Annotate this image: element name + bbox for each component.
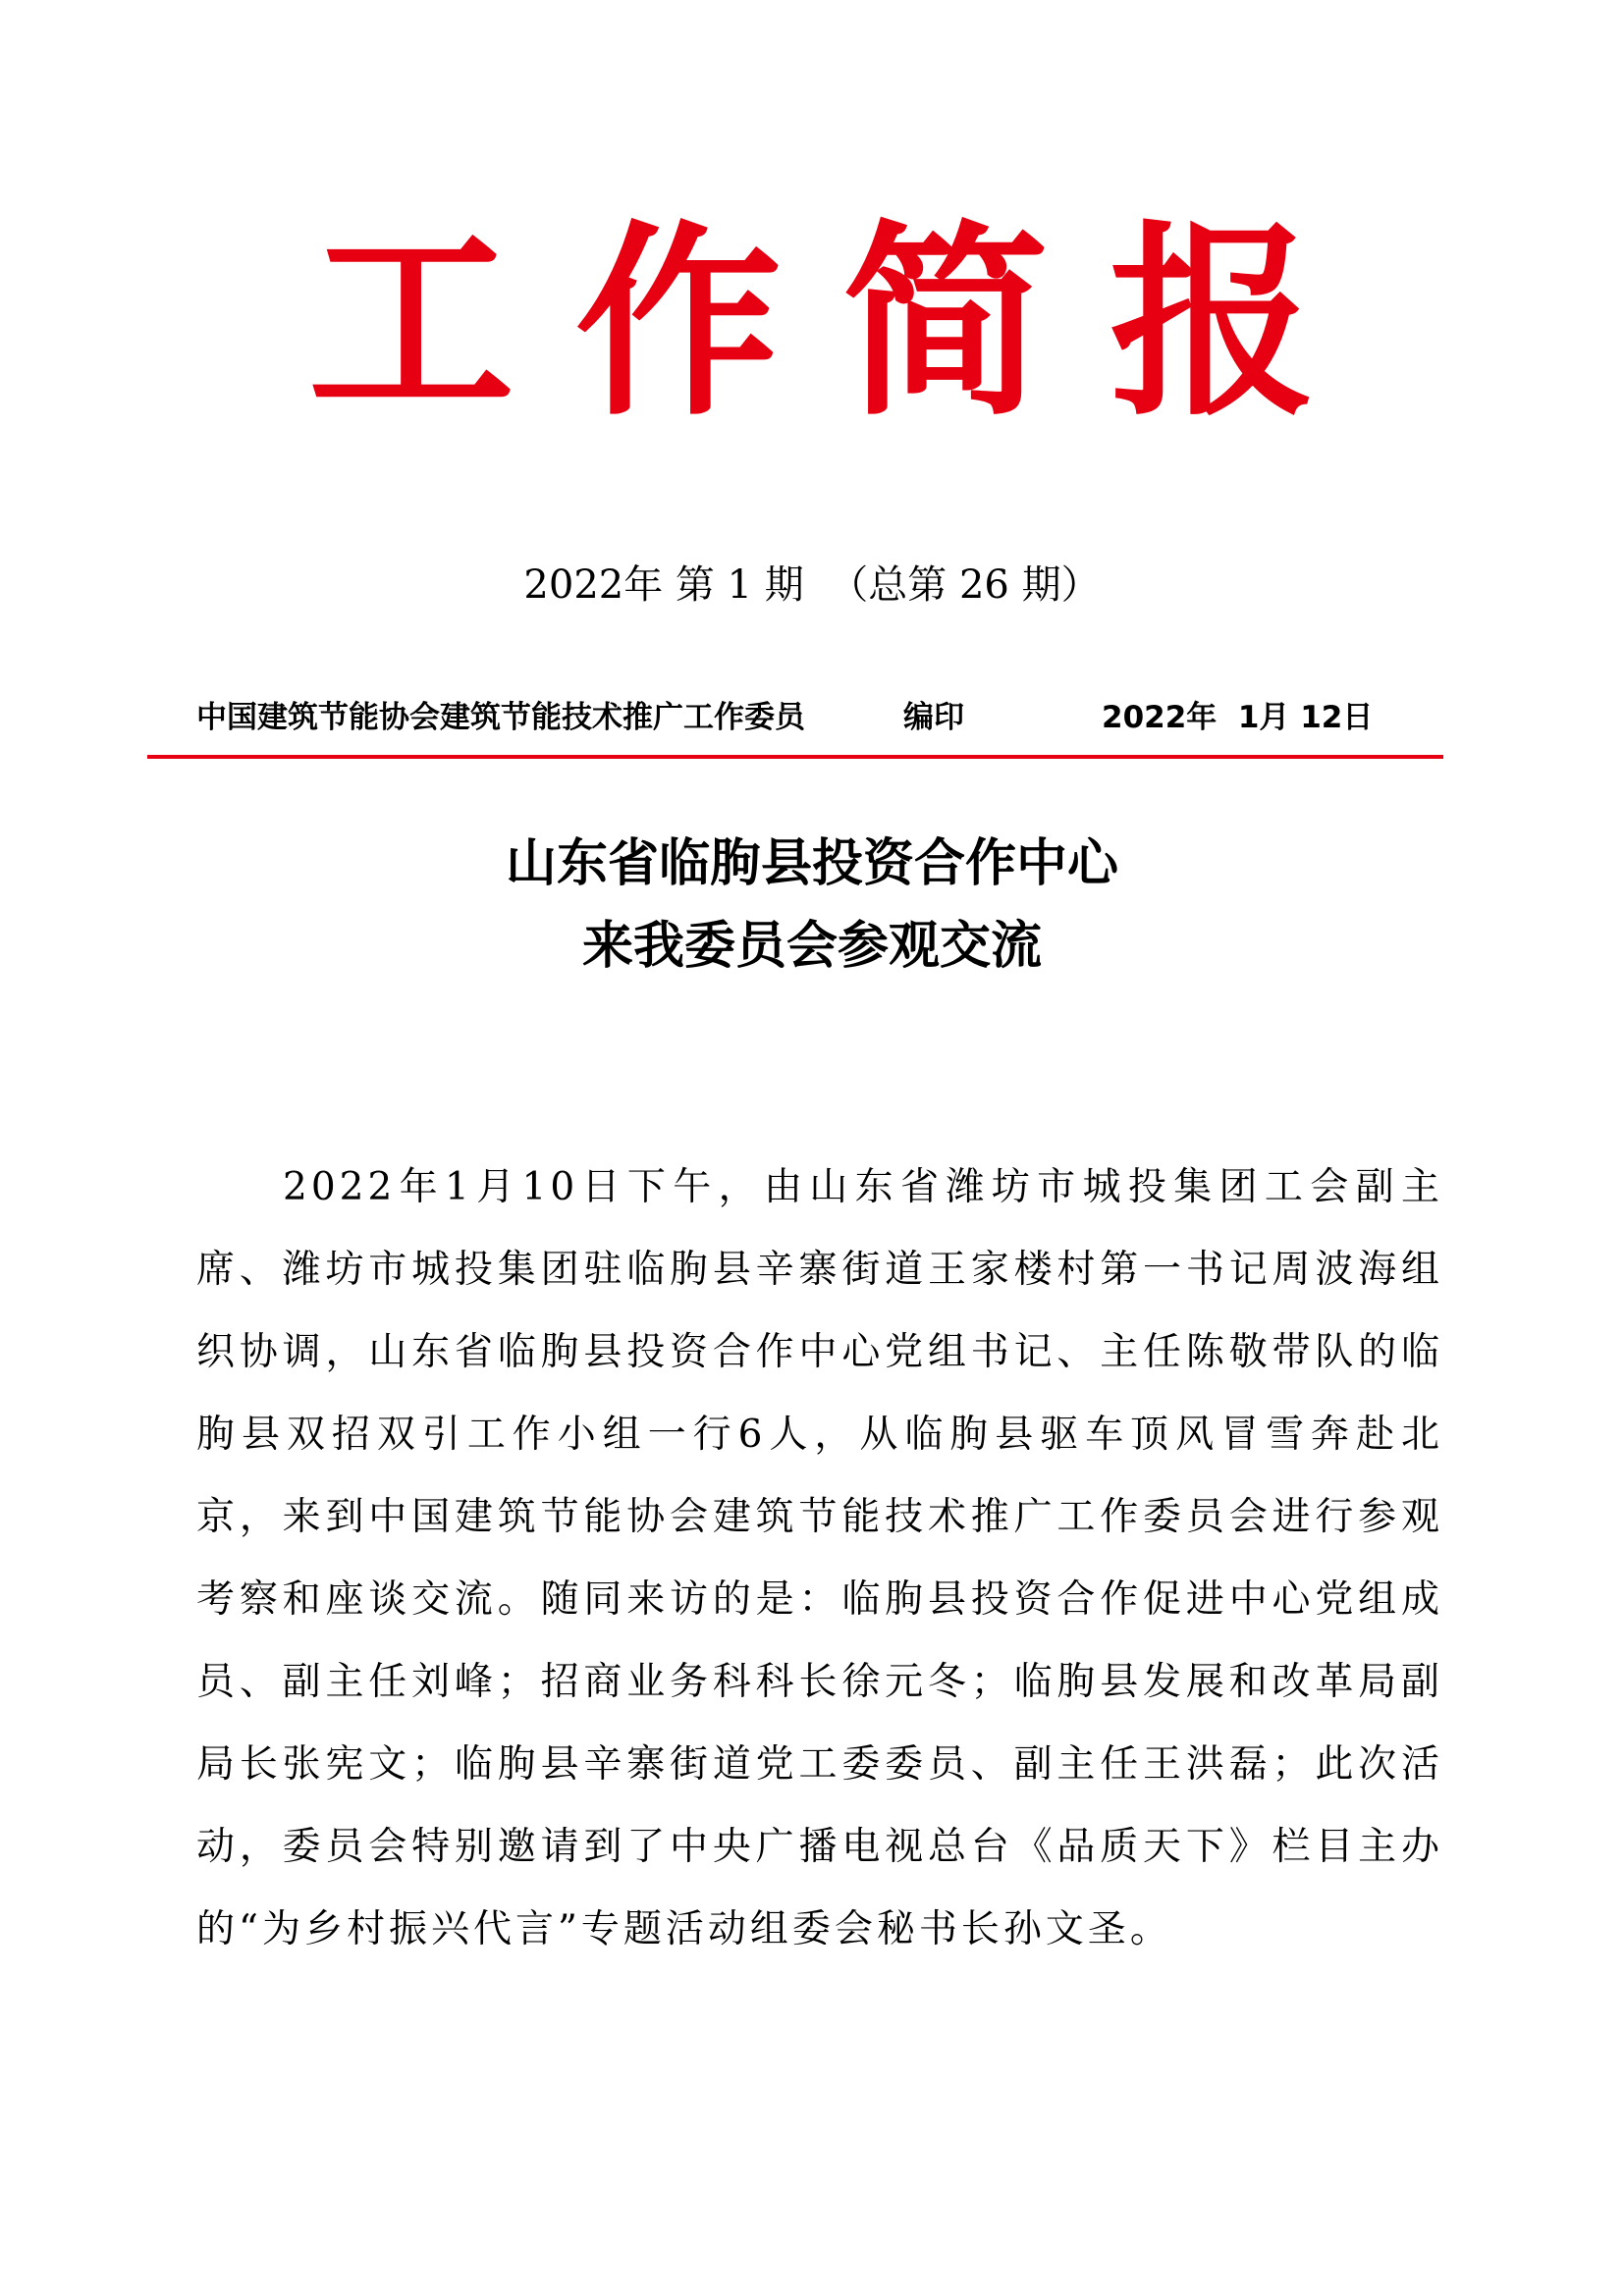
article-body: 2022年1月10日下午，由山东省潍坊市城投集团工会副主席、潍坊市城投集团驻临朐县辛寨街道王家楼村第一书记周波海组织协调，山东省临朐县投资合作中心党组书记、主任陈敬带队的临朐县双招双引工作小组一行6人，从临朐县驱车顶风冒雪奔赴北京，来到中国建筑节能协会建筑节能技术推广工作委员会进行参观考察和座谈交流。随同来访的是：临朐县投资合作促进中心党组成员、副主任刘峰；招商业务科科长徐元冬；临朐县发展和改革局副局长张宪文；临朐县辛寨街道党工委委员、副主任王洪磊；此次活动，委员会特别邀请到了中央广播电视总台《品质天下》栏目主办的“为乡村振兴代言”专题活动组委会秘书长孙文圣。 — [196, 1165, 1443, 1951]
article-title — [0, 823, 1624, 988]
masthead-title: 工作简报 — [307, 203, 1377, 444]
issue-date: 2022年 1月 12日 — [1102, 700, 1374, 735]
issuer-row — [196, 693, 1453, 742]
red-divider — [147, 755, 1443, 759]
issue-number: 2022年 第 1 期 （总第 26 期） — [523, 562, 1101, 608]
issuer-action: 编印 — [903, 700, 964, 735]
article-title-line-1: 山东省临朐县投资合作中心 — [505, 834, 1118, 893]
issuer-organization: 中国建筑节能协会建筑节能技术推广工作委员 — [196, 700, 805, 735]
article-title-line-2: 来我委员会参观交流 — [581, 917, 1042, 976]
